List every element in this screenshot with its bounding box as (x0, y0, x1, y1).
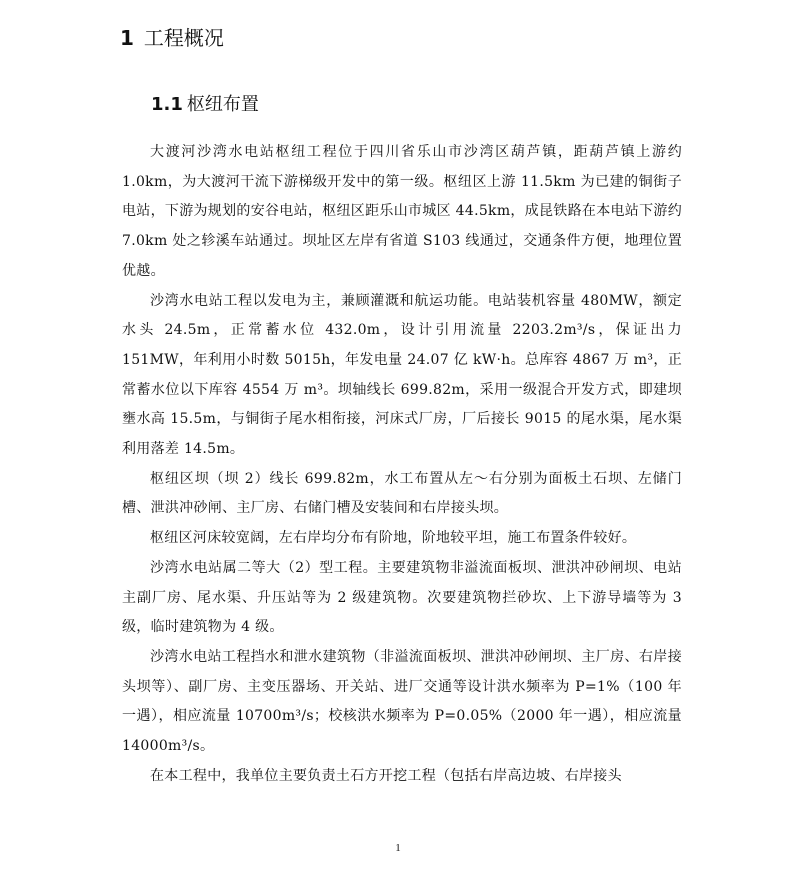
paragraph: 在本工程中，我单位主要负责土石方开挖工程（包括右岸高边坡、右岸接头 (150, 767, 622, 784)
body-text (122, 138, 682, 791)
paragraph: 沙湾水电站工程以发电为主，兼顾灌溉和航运功能。电站装机容量 480MW，额定水头 24.5m，正常蓄水位 432.0m，设计引用流量 2203.2m³/s，保证出力 151MW，年利用小时数 5015h，年发电量 24.07 亿 kW·h。总库容 4867 万 m³，正常蓄水位以下库容 4554 万 m³。坝轴线长 699.82m，采用一级混合开发方式，即建坝壅水高 15.5m，与铜街子尾水相衔接，河床式厂房，厂后接长 9015 的尾水渠，尾水渠利用落差 14.5m。 (122, 292, 682, 458)
paragraph: 枢纽区河床较宽阔，左右岸均分布有阶地，阶地较平坦，施工布置条件较好。 (150, 530, 637, 547)
section-number: 1.1 (151, 94, 183, 115)
paragraph: 沙湾水电站工程挡水和泄水建筑物（非溢流面板坝、泄洪冲砂闸坝、主厂房、右岸接头坝等）、副厂房、主变压器场、开关站、进厂交通等设计洪水频率为 P=1%（100 年一遇），相应流量 10700m³/s；校核洪水频率为 P=0.05%（2000 年一遇），相应流量 14000m³/s。 (122, 648, 682, 755)
section-heading (151, 92, 259, 118)
page-number: 1 (395, 842, 401, 854)
paragraph: 枢纽区坝（坝 2）线长 699.82m，水工布置从左～右分别为面板土石坝、左储门槽、泄洪冲砂闸、主厂房、右储门槽及安装间和右岸接头坝。 (122, 470, 682, 517)
chapter-number: 1 (120, 26, 134, 50)
chapter-title: 工程概况 (143, 26, 224, 50)
chapter-heading (120, 24, 224, 52)
section-title: 枢纽布置 (186, 94, 259, 115)
paragraph: 沙湾水电站属二等大（2）型工程。主要建筑物非溢流面板坝、泄洪冲砂闸坝、电站主副厂房、尾水渠、升压站等为 2 级建筑物。次要建筑物拦砂坎、上下游导墙等为 3 级，临时建筑物为 4 级。 (122, 559, 682, 636)
paragraph: 大渡河沙湾水电站枢纽工程位于四川省乐山市沙湾区葫芦镇，距葫芦镇上游约 1.0km，为大渡河干流下游梯级开发中的第一级。枢纽区上游 11.5km 为已建的铜街子电站，下游为规划的安谷电站，枢纽区距乐山市城区 44.5km，成昆铁路在本电站下游约 7.0km 处之轸溪车站通过。坝址区左岸有省道 S103 线通过，交通条件方便，地理位置优越。 (122, 144, 682, 279)
